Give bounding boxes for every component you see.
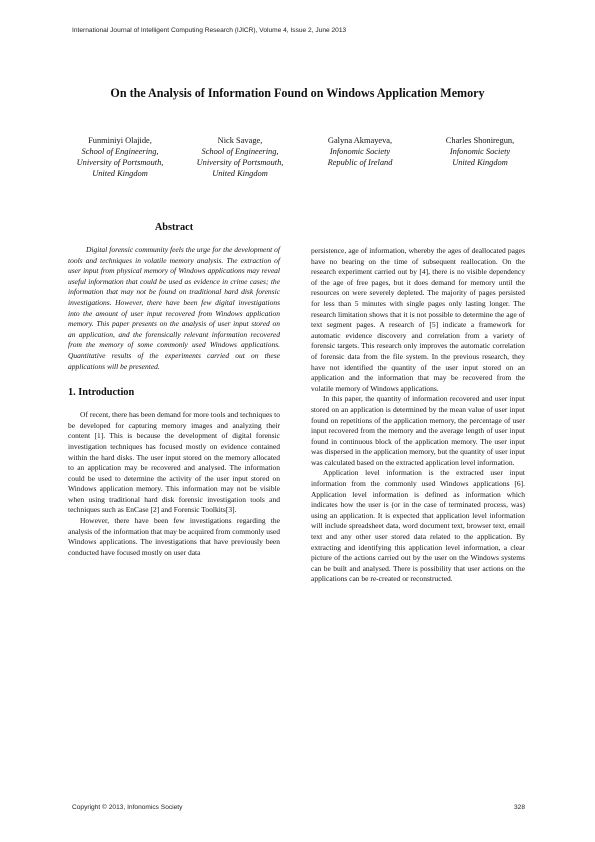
journal-header: International Journal of Intelligent Computing Research (IJICR), Volume 4, Issue 2, June 2013 (72, 27, 347, 34)
body-paragraph: persistence, age of information, whereby the ages of deallocated pages have no bearing on the time of subsequent reallocation. On the research experiment carried out by [4], there is no visible dependency of the age of free pages, but it does demand for memory until the resources on were severely depleted. The majority of pages persisted for less than 5 minutes with single pages only lasting longer. The research limitation shows that it is not possible to determine the age of text segment pages. A research of [5] indicate a framework for automatic evidence discovery and correlation from a variety of forensic targets. This research only improves the automatic correlation of forensic data from the file system. In the previous research, they have not identified the quantity of the user input stored on an application and the information that may be recovered from the volatile memory of Windows applications. (311, 246, 525, 393)
author-affiliation-line: University of Portsmouth, (196, 158, 284, 167)
body-paragraph: In this paper, the quantity of information recovered and user input stored on an application is determined by the mean value of user input found on repetitions of the application memory, the percentage of user input recovered from the memory and the average length of user input found in continuous block of the application memory. The user input was dispersed in the application memory, but the quantity of user input was calculated based on the extracted application level information. (311, 394, 525, 467)
author-block (300, 135, 420, 179)
abstract-text: Digital forensic community feels the urge for the development of tools and techniques in volatile memory analysis. The extraction of user input from physical memory of Windows applications may reveal useful information that could be used as evidence in crime cases; the information that may not be found on traditional hard disk forensic investigations. However, there have been few digital investigations into the amount of user input recovered from Windows application memory. This paper presents on the analysis of user input stored on an application, and the forensically relevant information recovered from the memory of some commonly used Windows applications. Quantitative results of the experiments carried out on these applications will be presented. (68, 245, 280, 371)
copyright-footer: Copyright © 2013, Infonomics Society (72, 804, 183, 811)
abstract-heading: Abstract (154, 222, 194, 233)
author-affiliation-line: Republic of Ireland (327, 158, 393, 167)
author-name: Funminiyi Olajide, (88, 136, 152, 145)
intro-paragraph: Of recent, there has been demand for more tools and techniques to be developed for capturing memory images and analyzing their content [1]. This is because the development of digital forensic investigation techniques has focused mostly on evidence contained within the hard disks. The user input stored on the memory allocated to an application may be recovered and analysed. The information could be used to determine the activity of the user input stored on Windows application memory. This information may not be visible when using traditional hard disk forensic investigation tools and techniques such as EnCase [2] and Forensic Toolkits[3]. (68, 410, 280, 515)
section-heading-introduction: 1. Introduction (68, 387, 135, 399)
page-number: 328 (513, 804, 525, 811)
author-affiliation-line: School of Engineering, (81, 147, 159, 156)
intro-paragraph: However, there have been few investigations regarding the analysis of the information that may be acquired from commonly used Windows applications. The investigations that have previously been conducted have focused mostly on user data (68, 516, 280, 557)
author-affiliation-line: United Kingdom (92, 169, 148, 178)
author-name: Nick Savage, (217, 136, 263, 145)
author-affiliation-line: Infonomic Society (329, 147, 391, 156)
author-name: Galyna Akmayeva, (327, 136, 393, 145)
paper-title: On the Analysis of Information Found on Windows Application Memory (110, 86, 485, 100)
left-column (68, 222, 280, 558)
author-block (180, 135, 300, 179)
author-name: Charles Shoniregun, (445, 136, 515, 145)
author-block (420, 135, 540, 179)
author-affiliation-line: United Kingdom (212, 169, 268, 178)
author-block (60, 135, 180, 179)
author-affiliation-line: University of Portsmouth, (76, 158, 164, 167)
author-affiliation-line: School of Engineering, (201, 147, 279, 156)
author-affiliation-line: United Kingdom (452, 158, 508, 167)
body-paragraph: Application level information is the extracted user input information from the commonly used Windows applications [6]. Application level information is defined as information which indicates how the user is (or in the case of terminated process, was) using an application. It is expected that application level information will include spreadsheet data, word document text, browser text, email text and any other user stored data related to the application. By extracting and identifying this application level information, a clear picture of the actions carried out by the user on the Windows systems can be built and analysed. There is possibility that user actions on the applications can be re-created or reconstructed. (311, 468, 525, 584)
right-column (311, 246, 525, 585)
author-list (60, 135, 540, 179)
author-affiliation-line: Infonomic Society (449, 147, 511, 156)
